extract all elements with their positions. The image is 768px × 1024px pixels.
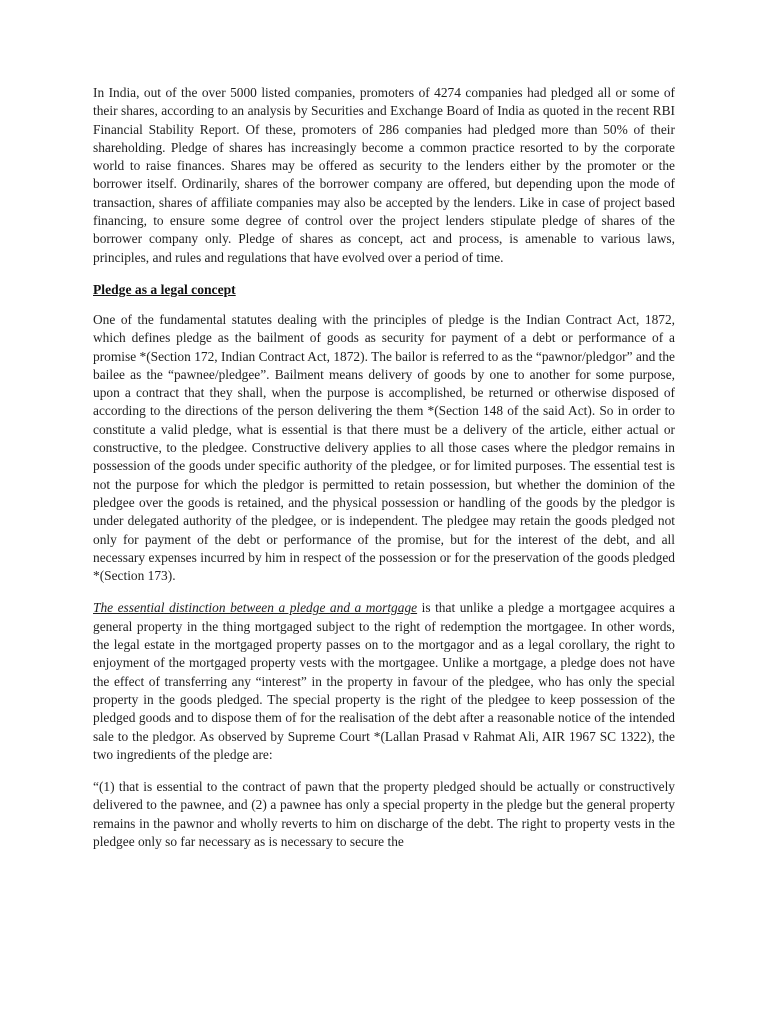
paragraph-contract-act: One of the fundamental statutes dealing with the principles of pledge is the Indian Contract Act, 1872, which defines pledge as the bailment of goods as security for payment of a debt or performance of a promise *(Section 172, Indian Contract Act, 1872). The bailor is referred to as the “pawnor/pledgor” and the bailee as the “pawnee/pledgee”. Bailment means delivery of goods by one to another for some purpose, upon a contract that they shall, when the purpose is accomplished, be returned or otherwise disposed of according to the directions of the person delivering the them *(Section 148 of the said Act). So in order to constitute a valid pledge, what is essential is that there must be a delivery of the article, either actual or constructive, to the pledgee. Constructive delivery applies to all those cases where the pledgor remains in possession of the goods under specific authority of the pledgee, or for limited purposes. The essential test is not the purpose for which the pledgor is permitted to retain possession, but whether the dominion of the pledgee over the goods is retained, and the physical possession or handling of the goods by the pledgor is under delegated authority of the pledgee, or is independent. The pledgee may retain the goods pledged not only for payment of the debt or performance of the promise, but for the interest of the debt, and all necessary expenses incurred by him in respect of the possession or for the preservation of the goods pledged *(Section 173). <box>93 311 675 584</box>
paragraph-quote-ingredients: “(1) that is essential to the contract of pawn that the property pledged should be actually or constructively delivered to the pawnee, and (2) a pawnee has only a special property in the pledge but the general property remains in the pawnor and wholly reverts to him on discharge of the debt. The right to property vests in the pledgee only so far necessary as is necessary to secure the <box>93 779 675 849</box>
lead-phrase-distinction: The essential distinction between a pledge and a mortgage <box>93 600 418 616</box>
paragraph-pledge-vs-mortgage <box>93 599 675 764</box>
document-page <box>93 84 675 867</box>
paragraph-intro: In India, out of the over 5000 listed companies, promoters of 4274 companies had pledged all or some of their shares, according to an analysis by Securities and Exchange Board of India as quoted in the recent RBI Financial Stability Report. Of these, promoters of 286 companies had pledged more than 50% of their shareholding. Pledge of shares has increasingly become a common practice resorted to by the corporate world to raise finances. Shares may be offered as security to the lenders either by the promoter or the borrower itself. Ordinarily, shares of the borrower company are offered, but depending upon the mode of transaction, shares of affiliate companies may also be accepted by the lenders. Like in case of project based financing, to ensure some degree of control over the project lenders stipulate pledge of shares of the borrower company only. Pledge of shares as concept, act and process, is amenable to various laws, principles, and rules and regulations that have evolved over a period of time. <box>93 85 675 265</box>
paragraph-pledge-vs-mortgage-body: is that unlike a pledge a mortgagee acquires a general property in the thing mortgaged subject to the right of redemption the mortgagee. In other words, the legal estate in the mortgaged property passes on to the mortgagor and as a legal corollary, the right to enjoyment of the mortgaged property vests with the mortgagee. Unlike a mortgage, a pledge does not have the effect of transferring any “interest” in the property in favour of the pledgee, who has only the special property in the goods pledged. The special property is the right of the pledgee to keep possession of the pledged goods and to dispose them of for the realisation of the debt after a reasonable notice of the intended sale to the pledgor. As observed by Supreme Court *(Lallan Prasad v Rahmat Ali, AIR 1967 SC 1322), the two ingredients of the pledge are: <box>93 600 675 762</box>
section-heading-pledge-legal-concept: Pledge as a legal concept <box>93 281 236 297</box>
